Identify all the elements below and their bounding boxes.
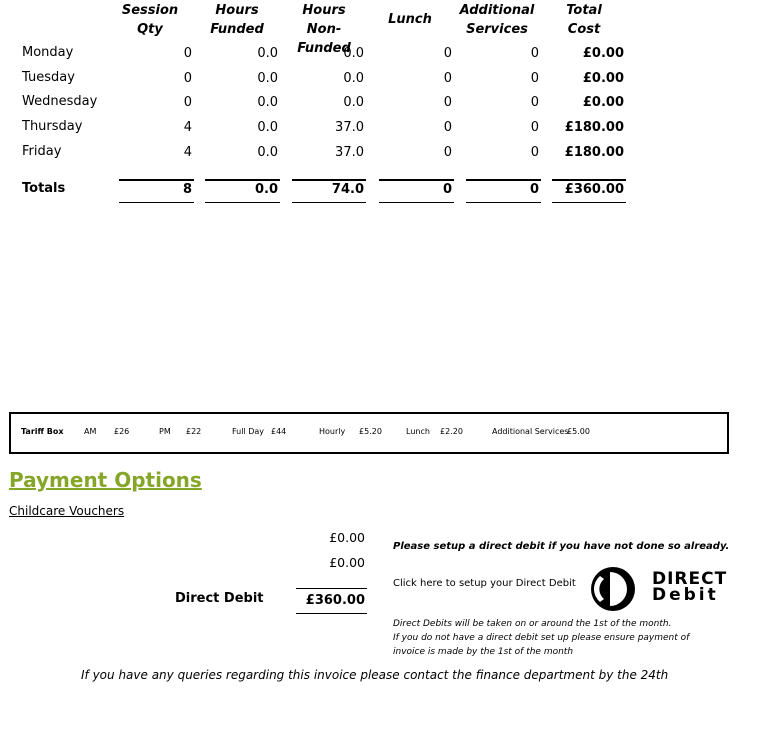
direct-debit-logo-line1: DIRECT [652, 569, 728, 589]
tariff-additional-value: £5.00 [567, 427, 590, 436]
cell-hours-funded: 0.0 [257, 71, 278, 86]
totals-lunch: 0 [442, 182, 452, 197]
cell-additional-services: 0 [530, 71, 539, 86]
tariff-hourly-value: £5.20 [359, 427, 382, 436]
cell-session-qty: 0 [183, 95, 192, 110]
header-hours-non-funded-line2: Non-Funded [297, 22, 351, 56]
totals-label: Totals [22, 181, 66, 196]
header-hours-funded [205, 1, 269, 39]
direct-debit-amount: £360.00 [305, 593, 365, 608]
totals-bottom-line [466, 202, 541, 203]
cell-lunch: 0 [443, 46, 452, 61]
tariff-pm-value: £22 [186, 427, 202, 436]
header-hours-non-funded-line1: Hours [302, 3, 346, 18]
totals-total-cost: £360.00 [564, 182, 624, 197]
cell-session-qty: 4 [183, 145, 192, 160]
header-lunch-line1: Lunch [388, 12, 432, 27]
totals-top-line [119, 179, 194, 181]
totals-bottom-line [379, 202, 454, 203]
direct-debit-note-1: Direct Debits will be taken on or around the 1st of the month. [393, 619, 672, 629]
totals-hours-non-funded: 74.0 [331, 182, 364, 197]
totals-top-line [552, 179, 626, 181]
cell-total-cost: £180.00 [564, 145, 624, 160]
tariff-fullday-value: £44 [271, 427, 287, 436]
cell-additional-services: 0 [530, 120, 539, 135]
direct-debit-bottom-line [296, 613, 367, 614]
totals-bottom-line [205, 202, 280, 203]
setup-prompt: Please setup a direct debit if you have not done so already. [393, 541, 730, 552]
cell-hours-funded: 0.0 [257, 145, 278, 160]
cell-additional-services: 0 [530, 46, 539, 61]
row-day-label: Wednesday [22, 94, 98, 109]
tariff-lunch-label: Lunch [406, 427, 430, 436]
header-session-qty-line2: Qty [137, 22, 163, 37]
cell-additional-services: 0 [530, 95, 539, 110]
header-additional-services-line1: Additional [459, 3, 535, 18]
totals-top-line [466, 179, 541, 181]
cell-total-cost: £0.00 [582, 95, 624, 110]
header-total-cost-line2: Cost [567, 22, 601, 37]
cell-total-cost: £180.00 [564, 120, 624, 135]
childcare-vouchers-link[interactable]: Childcare Vouchers [9, 504, 125, 518]
header-session-qty-line1: Session [121, 3, 179, 18]
cell-hours-non-funded: 0.0 [343, 71, 364, 86]
header-lunch [380, 10, 440, 29]
header-total-cost-line1: Total [566, 3, 602, 18]
cell-lunch: 0 [443, 120, 452, 135]
payment-amount-2: £0.00 [329, 555, 365, 570]
cell-hours-non-funded: 0.0 [343, 95, 364, 110]
tariff-am-value: £26 [114, 427, 130, 436]
cell-hours-non-funded: 0.0 [343, 46, 364, 61]
tariff-am-label: AM [84, 427, 97, 436]
totals-additional-services: 0 [529, 182, 539, 197]
totals-hours-funded: 0.0 [254, 182, 278, 197]
totals-session-qty: 8 [182, 182, 192, 197]
row-day-label: Thursday [22, 119, 83, 134]
cell-hours-funded: 0.0 [257, 120, 278, 135]
tariff-additional-label: Additional Services [492, 427, 569, 436]
direct-debit-note-2: If you do not have a direct debit set up please ensure payment of [393, 633, 690, 643]
tariff-box [9, 412, 729, 454]
row-day-label: Monday [22, 45, 74, 60]
row-day-label: Tuesday [22, 70, 75, 85]
header-additional-services [456, 1, 538, 39]
tariff-lunch-value: £2.20 [440, 427, 463, 436]
totals-top-line [292, 179, 366, 181]
tariff-pm-label: PM [159, 427, 171, 436]
queries-footer: If you have any queries regarding this invoice please contact the finance department by the 24th [81, 668, 669, 682]
cell-total-cost: £0.00 [582, 46, 624, 61]
tariff-hourly-label: Hourly [319, 427, 346, 436]
direct-debit-logo [590, 566, 730, 612]
setup-direct-debit-link[interactable]: Click here to setup your Direct Debit [393, 578, 576, 589]
cell-session-qty: 4 [183, 120, 192, 135]
direct-debit-note-3: invoice is made by the 1st of the month [393, 647, 574, 657]
totals-top-line [379, 179, 454, 181]
header-additional-services-line2: Services [466, 22, 528, 37]
totals-top-line [205, 179, 280, 181]
cell-hours-funded: 0.0 [257, 95, 278, 110]
row-day-label: Friday [22, 144, 62, 159]
header-hours-funded-line1: Hours [215, 3, 259, 18]
payment-options-title: Payment Options [9, 468, 202, 492]
cell-hours-non-funded: 37.0 [335, 145, 364, 160]
cell-hours-funded: 0.0 [257, 46, 278, 61]
direct-debit-label: Direct Debit [175, 591, 264, 606]
tariff-fullday-label: Full Day [232, 427, 265, 436]
cell-session-qty: 0 [183, 46, 192, 61]
totals-bottom-line [292, 202, 366, 203]
direct-debit-logo-line2: Debit [652, 585, 719, 605]
cell-lunch: 0 [443, 95, 452, 110]
cell-hours-non-funded: 37.0 [335, 120, 364, 135]
cell-session-qty: 0 [183, 71, 192, 86]
header-session-qty [118, 1, 182, 39]
header-total-cost [552, 1, 616, 39]
direct-debit-top-line [296, 588, 367, 589]
totals-bottom-line [552, 202, 626, 203]
tariff-title: Tariff Box [21, 427, 64, 436]
payment-amount-1: £0.00 [329, 530, 365, 545]
cell-lunch: 0 [443, 145, 452, 160]
cell-total-cost: £0.00 [582, 71, 624, 86]
cell-lunch: 0 [443, 71, 452, 86]
header-hours-funded-line2: Funded [210, 22, 264, 37]
totals-bottom-line [119, 202, 194, 203]
cell-additional-services: 0 [530, 145, 539, 160]
